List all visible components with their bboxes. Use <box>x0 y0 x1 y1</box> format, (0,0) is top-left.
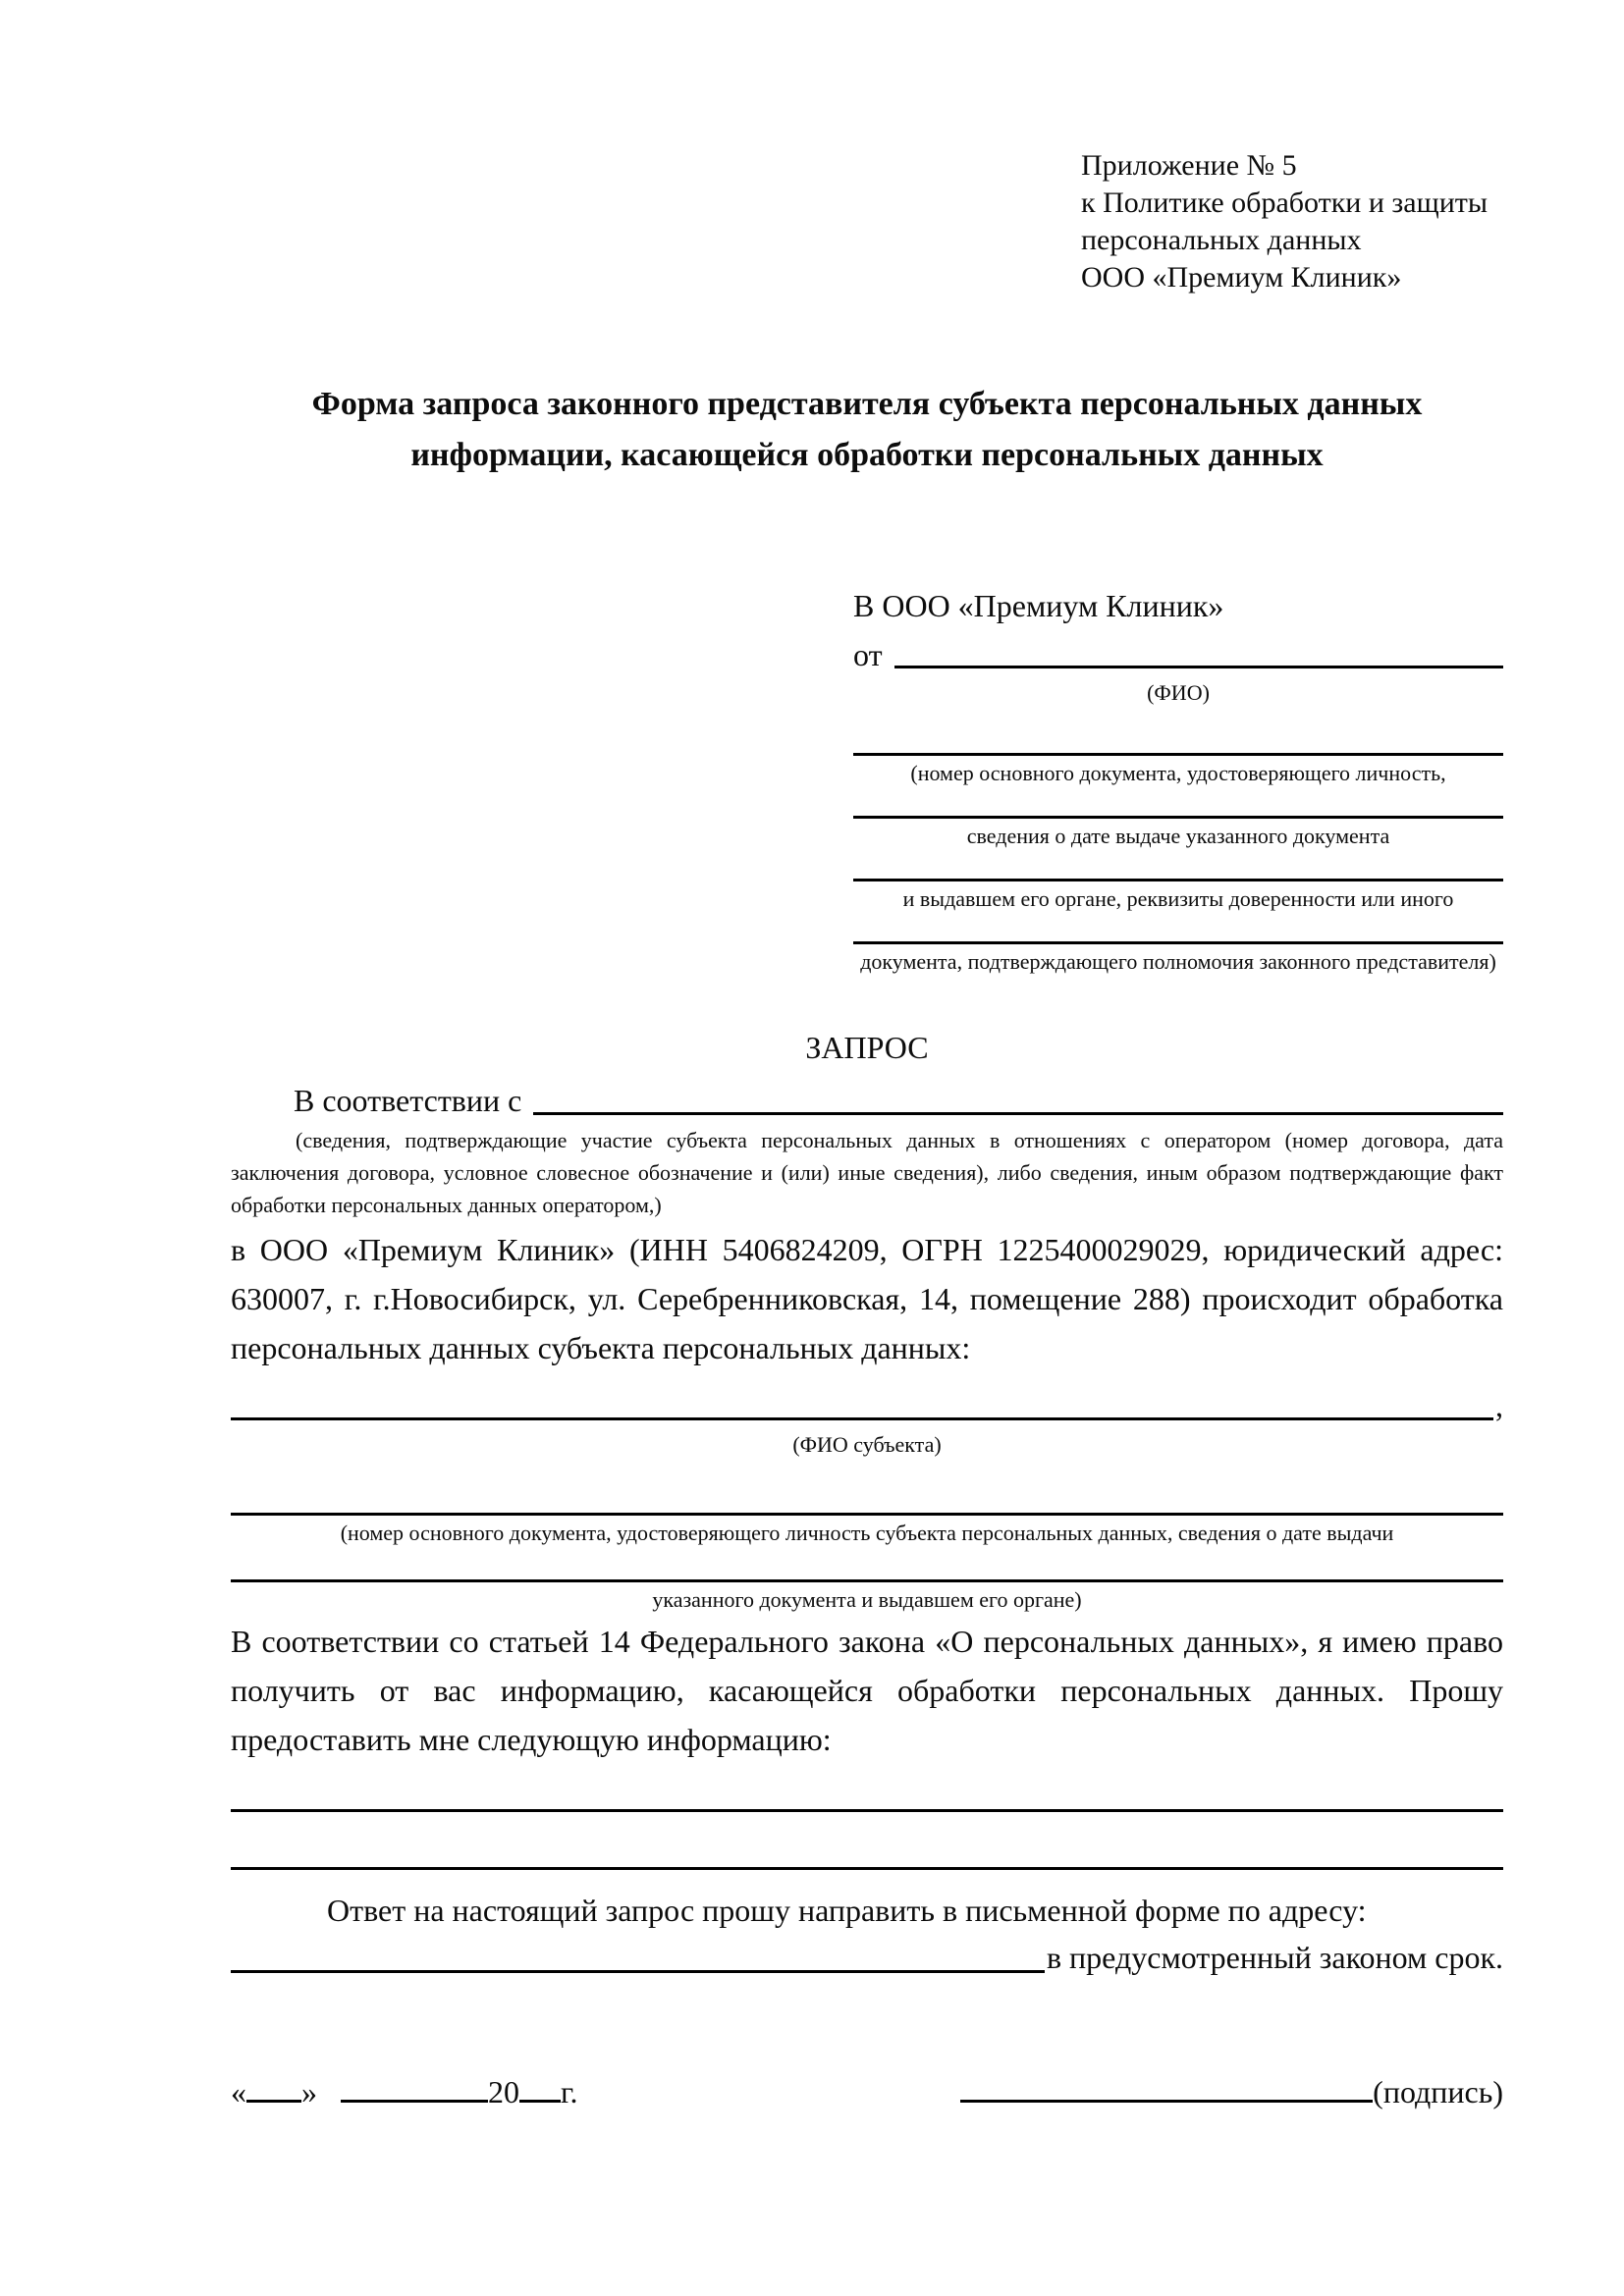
operator-paragraph: в ООО «Премиум Клиник» (ИНН 5406824209, ОГРН 1225400029029, юридический адрес: 630007, г. г.Новосибирск, ул. Серебренниковская, 14, помещение 288) происходит обработка персональных данных субъекта персональных данных: <box>231 1232 1503 1365</box>
address-blank-line <box>231 1970 1045 1973</box>
basis-caption: (сведения, подтверждающие участие субъекта персональных данных в отношениях с оператором (номер договора, дата заключения договора, условное словесное обозначение и (или) иные сведения), либо сведения, иным образом подтверждающие факт обработки персональных данных оператором,) <box>231 1128 1503 1217</box>
identity-doc-caption-4: документа, подтверждающего полномочия законного представителя) <box>860 949 1496 974</box>
identity-doc-blank-line-3 <box>853 879 1503 881</box>
signature-field <box>960 2070 1503 2113</box>
from-row <box>853 634 1503 675</box>
subject-doc-caption-2: указанного документа и выдавшем его органе) <box>652 1587 1082 1612</box>
appendix-line-4: ООО «Премиум Клиник» <box>1081 261 1402 294</box>
subject-doc-blank-line-2 <box>231 1579 1503 1582</box>
identity-doc-blank-line-1 <box>853 753 1503 756</box>
date-field <box>231 2070 578 2113</box>
subject-fio-row <box>231 1384 1503 1427</box>
year-blank-line <box>519 2100 561 2103</box>
day-blank-line <box>246 2100 301 2103</box>
identity-doc-caption-3: и выдавшем его органе, реквизиты доверенности или иного <box>902 886 1454 911</box>
subject-doc-blank-line-1 <box>231 1513 1503 1516</box>
date-quote-open: « <box>231 2074 246 2109</box>
basis-row <box>231 1079 1503 1122</box>
title-line-2: информации, касающейся обработки персональных данных <box>410 437 1324 473</box>
appendix-header <box>1081 147 1503 296</box>
document-content <box>231 0 1503 2113</box>
title-line-1: Форма запроса законного представителя субъекта персональных данных <box>311 386 1423 422</box>
info-blank-line-2 <box>231 1867 1503 1870</box>
identity-doc-blank-line-4 <box>853 941 1503 944</box>
addressee-block <box>853 585 1503 975</box>
request-heading: ЗАПРОС <box>805 1030 929 1065</box>
appendix-line-3: персональных данных <box>1081 224 1362 256</box>
document-title <box>231 379 1503 481</box>
signature-blank-line <box>960 2100 1373 2103</box>
year-prefix: 20 <box>488 2074 519 2109</box>
basis-label: В соответствии с <box>294 1083 522 1118</box>
identity-doc-caption-1: (номер основного документа, удостоверяющего личность, <box>910 761 1446 785</box>
from-label: от <box>853 637 883 672</box>
month-blank-line <box>341 2100 488 2103</box>
subject-doc-caption-1: (номер основного документа, удостоверяющего личность субъекта персональных данных, сведения о дате выдачи <box>340 1521 1394 1545</box>
info-blank-line-1 <box>231 1809 1503 1812</box>
year-suffix: г. <box>561 2074 578 2109</box>
fio-caption: (ФИО) <box>1147 680 1210 705</box>
subject-fio-caption: (ФИО субъекта) <box>792 1432 942 1457</box>
answer-address-row <box>231 1935 1503 1980</box>
fio-blank-line <box>894 666 1503 668</box>
basis-blank-line <box>533 1112 1503 1115</box>
appendix-line-2: к Политике обработки и защиты <box>1081 187 1489 219</box>
signing-row <box>231 2070 1503 2113</box>
addressee-organization: В ООО «Премиум Клиник» <box>853 588 1224 623</box>
identity-doc-caption-2: сведения о дате выдаче указанного документа <box>966 824 1390 848</box>
answer-paragraph: Ответ на настоящий запрос прошу направить в письменной форме по адресу: <box>327 1893 1367 1928</box>
appendix-line-1: Приложение № 5 <box>1081 149 1297 182</box>
law-paragraph: В соответствии со статьей 14 Федерального закона «О персональных данных», я имею право получить от вас информацию, касающейся обработки персональных данных. Прошу предоставить мне следующую информацию: <box>231 1624 1503 1757</box>
subject-fio-blank-line <box>231 1417 1493 1420</box>
signature-caption: (подпись) <box>1373 2074 1503 2109</box>
subject-fio-comma: , <box>1495 1388 1503 1423</box>
answer-tail: в предусмотренный законом срок. <box>1046 1940 1503 1975</box>
date-quote-close: » <box>301 2074 317 2109</box>
identity-doc-blank-line-2 <box>853 816 1503 819</box>
